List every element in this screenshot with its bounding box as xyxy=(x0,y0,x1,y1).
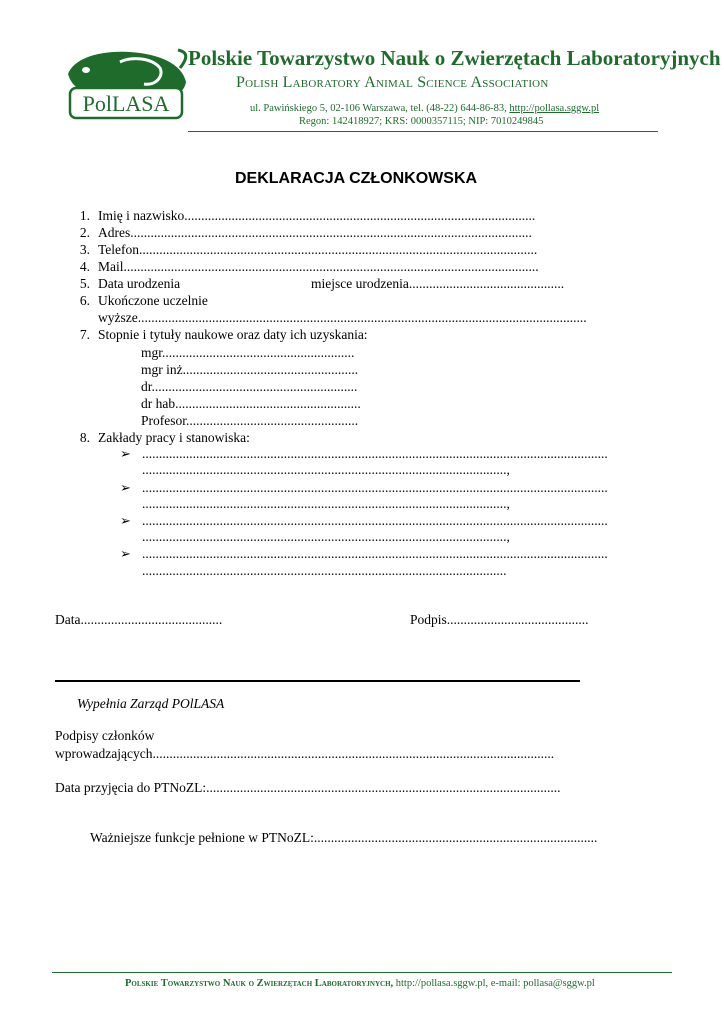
page-title: DEKLARACJA CZŁONKOWSKA xyxy=(235,170,478,187)
signature-field[interactable]: Podpis.......................................... xyxy=(410,612,589,627)
org-address xyxy=(250,103,599,114)
field-phone-label[interactable]: Telefon...................................................................................................................... xyxy=(98,242,538,257)
degree-mgr-inz[interactable]: mgr inż.................................................... xyxy=(141,362,359,377)
arrow-bullet-icon: ➢ xyxy=(120,480,131,495)
org-name-en: Polish Laboratory Animal Science Association xyxy=(236,74,549,91)
arrow-bullet-icon: ➢ xyxy=(120,513,131,528)
workplace-line[interactable]: ............................................................................................................ xyxy=(142,563,507,578)
functions-field[interactable]: Ważniejsze funkcje pełnione w PTNoZL:.................................................................................... xyxy=(90,830,598,845)
degree-professor[interactable]: Profesor................................................... xyxy=(141,413,359,428)
footer-email[interactable]: , e-mail: pollasa@sggw.pl xyxy=(485,978,595,989)
degree-dr[interactable]: dr............................................................. xyxy=(141,379,358,394)
org-name-pl: Polskie Towarzystwo Nauk o Zwierzętach Laboratoryjnych xyxy=(188,46,721,70)
degree-mgr[interactable]: mgr......................................................... xyxy=(141,345,355,360)
board-heading: Wypełnia Zarząd POlLASA xyxy=(77,696,225,711)
field-birth-place-label[interactable]: miejsce urodzenia.............................................. xyxy=(311,276,565,291)
degree-dr-hab[interactable]: dr hab....................................................... xyxy=(141,396,361,411)
website-link[interactable]: http://pollasa.sggw.pl xyxy=(509,103,600,114)
date-field[interactable]: Data.......................................... xyxy=(55,612,223,627)
address-text: ul. Pawińskiego 5, 02-106 Warszawa, tel. (48-22) 644-86-83, xyxy=(250,103,507,114)
workplace-line[interactable]: .......................................................................................................................................... xyxy=(142,546,608,561)
workplace-line[interactable]: .......................................................................................................................................... xyxy=(142,513,608,528)
footer-divider xyxy=(52,972,672,973)
field-workplaces-label: Zakłady pracy i stanowiska: xyxy=(98,430,250,445)
org-registry: Regon: 142418927; KRS: 0000357115; NIP: 7010249845 xyxy=(299,116,544,127)
footer-website[interactable]: http://pollasa.sggw.pl xyxy=(395,978,486,989)
footer xyxy=(125,978,595,989)
field-address-label[interactable]: Adres....................................................................................................................... xyxy=(98,225,532,240)
field-mail-label[interactable]: Mail........................................................................................................................... xyxy=(98,259,539,274)
field-name-label[interactable]: Imię i nazwisko........................................................................................................ xyxy=(98,208,536,223)
field-birth-date-label[interactable]: Data urodzenia xyxy=(98,276,181,291)
workplace-line[interactable]: .......................................................................................................................................... xyxy=(142,480,608,495)
footer-org: Polskie Towarzystwo Nauk o Zwierzętach Laboratoryjnych, xyxy=(125,978,394,989)
pollasa-logo xyxy=(60,48,190,120)
sponsors-label: Podpisy członków xyxy=(55,728,155,743)
field-university-label: Ukończone uczelnie xyxy=(98,293,208,308)
field-degrees-label: Stopnie i tytuły naukowe oraz daty ich uzyskania: xyxy=(98,327,368,342)
header-divider xyxy=(188,131,658,132)
workplace-line[interactable]: ............................................................................................................, xyxy=(142,462,510,477)
workplace-line[interactable]: ............................................................................................................, xyxy=(142,496,510,511)
sponsors-field[interactable]: wprowadzających....................................................................................................................... xyxy=(55,746,555,761)
workplace-line[interactable]: ............................................................................................................, xyxy=(142,529,510,544)
acceptance-date-field[interactable]: Data przyjęcia do PTNoZL:......................................................................................................... xyxy=(55,780,561,795)
section-divider xyxy=(55,680,580,682)
logo-text: PolLASA xyxy=(82,91,170,116)
field-university-input[interactable]: wyższe..................................................................................................................................... xyxy=(98,310,587,325)
arrow-bullet-icon: ➢ xyxy=(120,446,131,461)
arrow-bullet-icon: ➢ xyxy=(120,546,131,561)
workplace-line[interactable]: .......................................................................................................................................... xyxy=(142,446,608,461)
